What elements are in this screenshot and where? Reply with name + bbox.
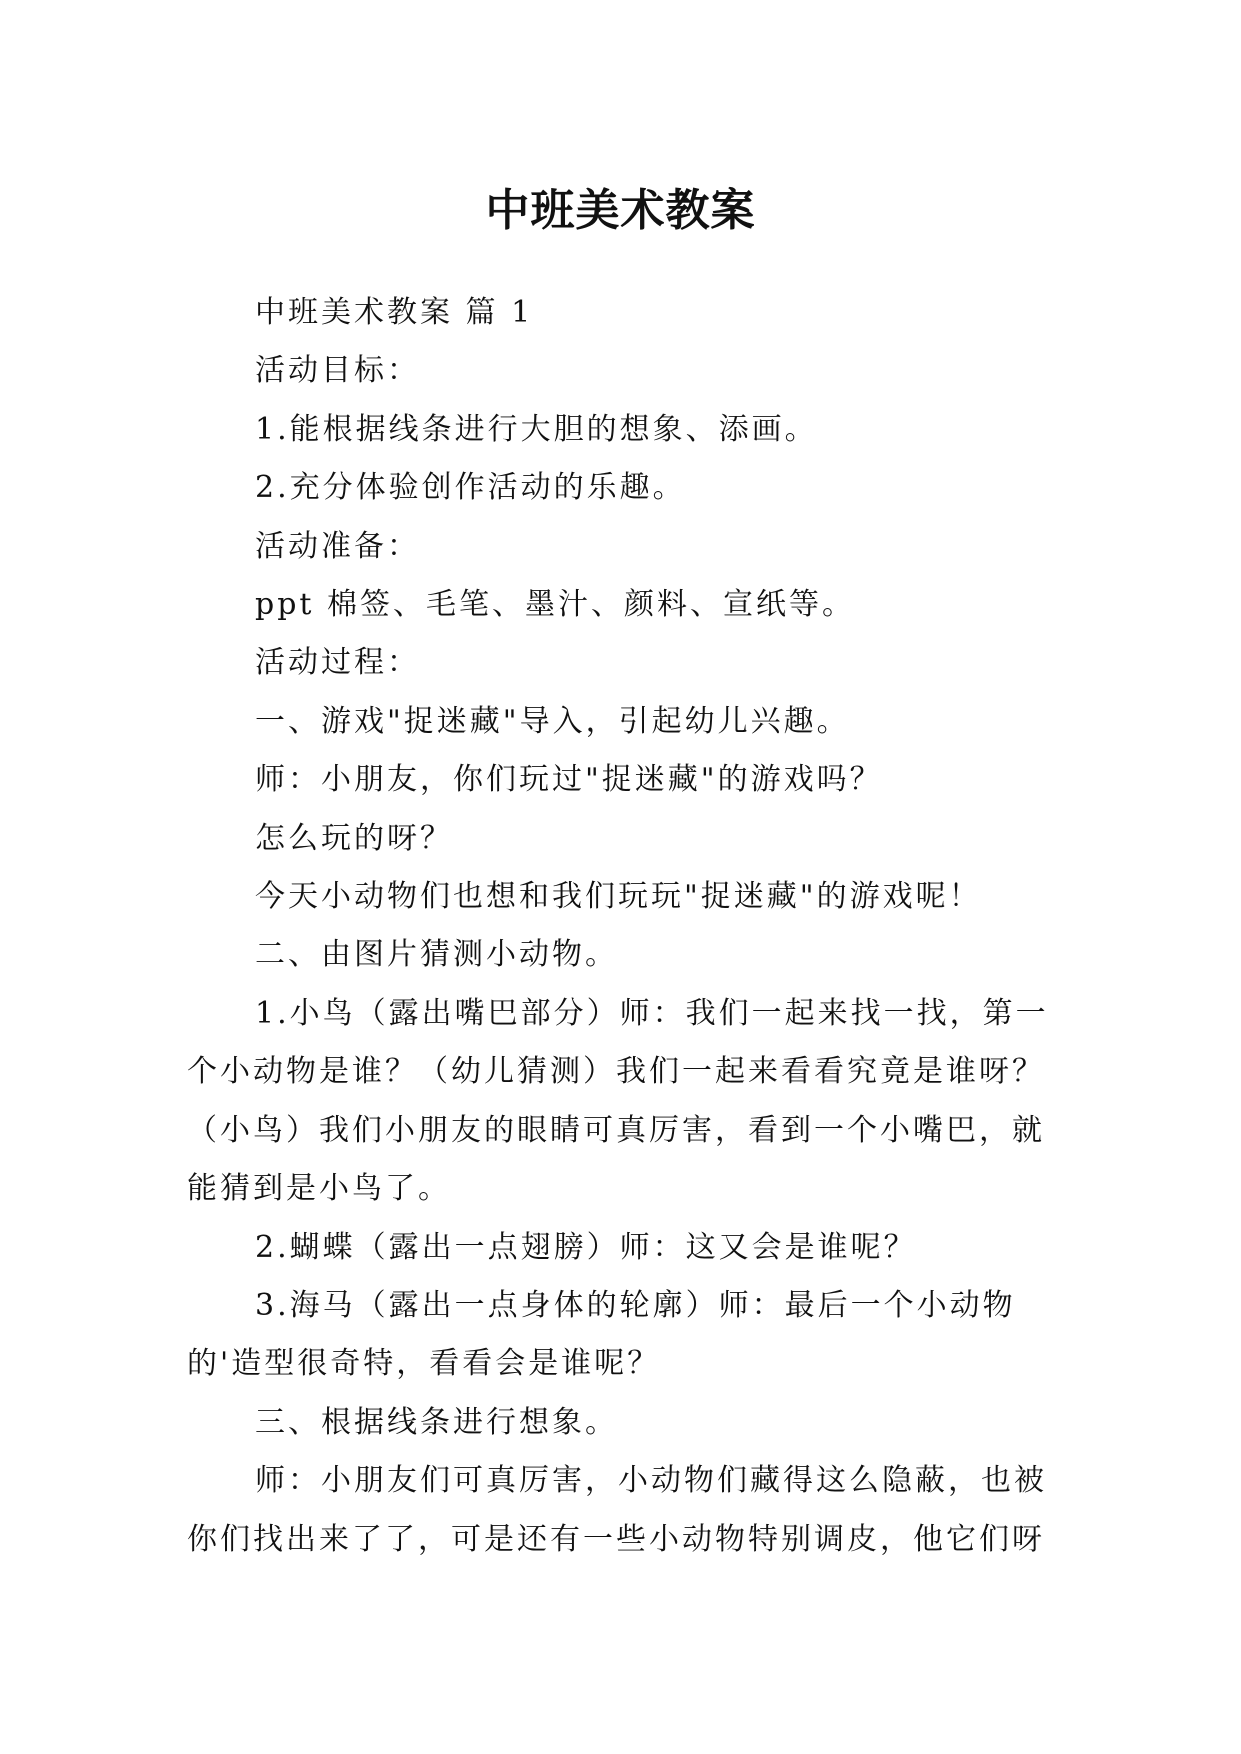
paragraph: 一、游戏"捉迷藏"导入，引起幼儿兴趣。 xyxy=(255,703,850,739)
paragraph: 1.小鸟（露出嘴巴部分）师：我们一起来找一找，第一个小动物是谁？（幼儿猜测）我们一起来看看究竟是谁呀？（小鸟）我们小朋友的眼睛可真厉害，看到一个小嘴巴，就能猜到是小鸟了。 xyxy=(187,995,1049,1207)
paragraph: 1.能根据线条进行大胆的想象、添画。 xyxy=(255,411,818,447)
paragraph: 3.海马（露出一点身体的轮廓）师：最后一个小动物的'造型很奇特，看看会是谁呢？ xyxy=(187,1287,1016,1382)
paragraph: 活动过程： xyxy=(255,645,420,681)
paragraph: 师：小朋友们可真厉害，小动物们藏得这么隐蔽，也被你们找出来了了，可是还有一些小动物特别调皮，他它们呀 xyxy=(187,1463,1047,1557)
paragraph: 2.充分体验创作活动的乐趣。 xyxy=(255,470,686,506)
paragraph: 活动准备： xyxy=(255,528,420,564)
document-body xyxy=(187,284,1057,1569)
paragraph: 今天小动物们也想和我们玩玩"捉迷藏"的游戏呢！ xyxy=(255,879,982,915)
paragraph: 2.蝴蝶（露出一点翅膀）师：这又会是谁呢？ xyxy=(255,1229,917,1265)
paragraph: 三、根据线条进行想象。 xyxy=(255,1404,618,1440)
paragraph: 活动目标： xyxy=(255,353,420,389)
paragraph: 师：小朋友，你们玩过"捉迷藏"的游戏吗？ xyxy=(255,762,883,798)
paragraph: 怎么玩的呀？ xyxy=(255,820,453,856)
section-heading: 中班美术教案 篇 1 xyxy=(255,295,534,330)
document-title: 中班美术教案 xyxy=(485,185,756,237)
paragraph: 二、由图片猜测小动物。 xyxy=(255,937,618,973)
paragraph: ppt 棉签、毛笔、墨汁、颜料、宣纸等。 xyxy=(255,587,855,623)
